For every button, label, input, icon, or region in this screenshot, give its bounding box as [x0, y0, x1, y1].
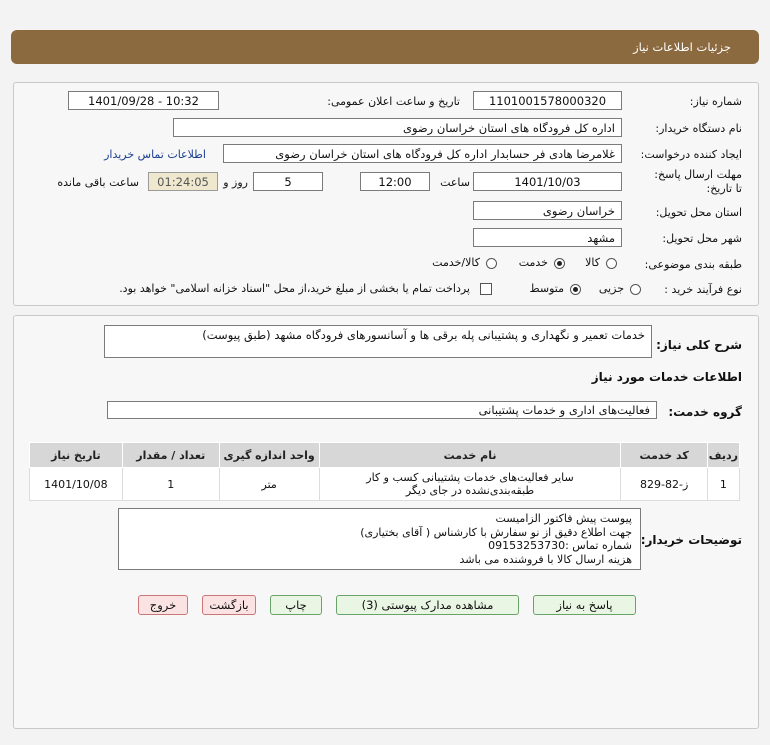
buyer-note-line: جهت اطلاع دقیق از نو سفارش با کارشناس ( آقای بختیاری): [360, 525, 632, 539]
creator-field: غلامرضا هادی فر حسابدار اداره کل فرودگاه های استان خراسان رضوی: [223, 144, 622, 163]
city-field: مشهد: [473, 228, 622, 247]
category-option-goods-service: کالا/خدمت: [432, 256, 480, 269]
page-header: [11, 30, 759, 64]
deadline-time-label: ساعت: [440, 176, 470, 189]
need-info-panel: [13, 82, 759, 306]
need-number-label: شماره نیاز:: [689, 95, 742, 108]
services-section-title: اطلاعات خدمات مورد نیاز: [591, 370, 742, 384]
deadline-date-field: 1401/10/03: [473, 172, 622, 191]
buyer-org-field: اداره کل فرودگاه های استان خراسان رضوی: [173, 118, 622, 137]
cell-row: 1: [707, 468, 739, 501]
cell-date: 1401/10/08: [30, 468, 123, 501]
reply-button[interactable]: پاسخ به نیاز: [533, 595, 636, 615]
creator-label: ایجاد کننده درخواست:: [640, 148, 742, 161]
category-label: طبقه بندی موضوعی:: [644, 258, 742, 271]
services-table: [29, 442, 740, 501]
buyer-org-label: نام دستگاه خریدار:: [655, 122, 742, 135]
col-code: کد خدمت: [621, 443, 707, 468]
cell-unit: متر: [219, 468, 319, 501]
category-option-service: خدمت: [518, 256, 548, 269]
need-desc-field: خدمات تعمیر و نگهداری و پشتیبانی پله برقی ها و آسانسورهای فرودگاه مشهد (طبق پیوست): [104, 325, 652, 358]
attachments-button[interactable]: مشاهده مدارک پیوستی (3): [336, 595, 519, 615]
category-radio-service[interactable]: [554, 258, 565, 269]
service-group-field: فعالیت‌های اداری و خدمات پشتیبانی: [107, 401, 657, 419]
remaining-timer: 01:24:05: [148, 172, 218, 191]
cell-name-line1: سایر فعالیت‌های خدمات پشتیبانی کسب و کار: [366, 471, 574, 484]
need-number-field: 1101001578000320: [473, 91, 622, 110]
announce-label: تاریخ و ساعت اعلان عمومی:: [327, 95, 460, 108]
province-label: استان محل تحویل:: [655, 206, 742, 219]
table-header-row: [30, 443, 740, 468]
page-title: جزئیات اطلاعات نیاز: [633, 40, 731, 54]
print-button[interactable]: چاپ: [270, 595, 322, 615]
city-label: شهر محل تحویل:: [662, 232, 742, 245]
buyer-notes-label: توضیحات خریدار:: [640, 533, 742, 547]
category-option-goods: کالا: [585, 256, 600, 269]
col-qty: تعداد / مقدار: [122, 443, 219, 468]
cell-name-line2: طبقه‌بندی‌نشده در جای دیگر: [405, 484, 535, 497]
category-radio-goods[interactable]: [606, 258, 617, 269]
deadline-label: مهلت ارسال پاسخ: تا تاریخ:: [654, 168, 742, 195]
col-unit: واحد اندازه گیری: [219, 443, 319, 468]
col-name: نام خدمت: [319, 443, 621, 468]
buyer-notes-box: [118, 508, 641, 570]
days-label: روز و: [223, 176, 248, 189]
cell-name: [319, 468, 621, 501]
province-field: خراسان رضوی: [473, 201, 622, 220]
col-row: ردیف: [707, 443, 739, 468]
payment-note: پرداخت تمام یا بخشی از مبلغ خرید،از محل "اسناد خزانه اسلامی" خواهد بود.: [119, 282, 470, 295]
exit-button[interactable]: خروج: [138, 595, 188, 615]
buyer-note-line: شماره تماس :09153253730: [488, 539, 632, 552]
process-radio-medium[interactable]: [570, 284, 581, 295]
buyer-note-line: پیوست پیش فاکتور الزامیست: [495, 512, 632, 525]
announce-field: 1401/09/28 - 10:32: [68, 91, 219, 110]
days-field: 5: [253, 172, 323, 191]
cell-code: ز-82-829: [621, 468, 707, 501]
contact-info-link[interactable]: اطلاعات تماس خریدار: [104, 148, 206, 161]
cell-qty: 1: [122, 468, 219, 501]
category-radio-goods-service[interactable]: [486, 258, 497, 269]
remaining-label: ساعت باقی مانده: [57, 176, 139, 189]
service-group-label: گروه خدمت:: [668, 405, 742, 419]
process-label: نوع فرآیند خرید :: [664, 283, 742, 296]
need-desc-label: شرح کلی نیاز:: [656, 338, 742, 352]
process-option-medium: متوسط: [529, 282, 564, 295]
buyer-note-line: هزینه ارسال کالا با فروشنده می باشد: [459, 552, 632, 566]
table-row: [30, 468, 740, 501]
deadline-time-field: 12:00: [360, 172, 430, 191]
back-button[interactable]: بازگشت: [202, 595, 256, 615]
col-date: تاریخ نیاز: [30, 443, 123, 468]
process-radio-minor[interactable]: [630, 284, 641, 295]
treasury-payment-checkbox[interactable]: [480, 283, 492, 295]
process-option-minor: جزیی: [598, 282, 624, 295]
